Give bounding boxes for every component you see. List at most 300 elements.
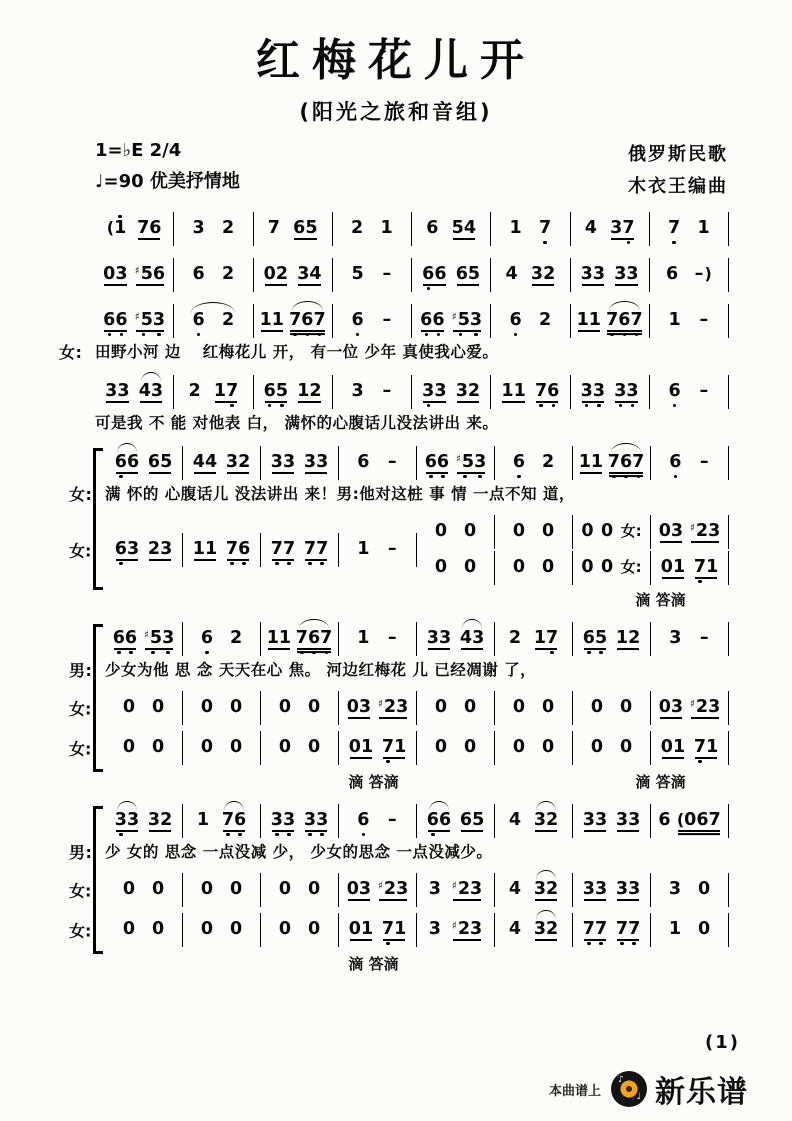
measure [183, 446, 261, 480]
note-digit: 3 [160, 539, 173, 559]
measure [651, 873, 729, 907]
octave-dot-below [127, 830, 139, 838]
note [628, 622, 640, 656]
octave-dot-below [632, 472, 644, 480]
note-digit: 3 [592, 381, 606, 401]
note-digit: 5 [594, 628, 608, 648]
octave-dot-below [589, 330, 601, 338]
note [616, 873, 628, 907]
note-digit: 1 [588, 310, 601, 330]
note [309, 375, 321, 409]
note-group [214, 375, 238, 409]
octave-dot-below [579, 472, 591, 480]
note-digit: 7 [693, 737, 707, 757]
octave-dot-below [468, 401, 480, 409]
octave-dot-below [127, 472, 139, 480]
measure [651, 731, 729, 765]
note-digit: 7 [693, 557, 707, 577]
note [546, 804, 558, 838]
note-digit: 0 [278, 737, 292, 757]
note-digit: 3 [225, 452, 239, 472]
note-digit: 3 [358, 697, 372, 717]
sharp-icon: ♯ [451, 311, 457, 323]
note [230, 691, 242, 725]
measure [495, 446, 573, 480]
octave-dot-below [434, 401, 446, 409]
note-group [297, 258, 321, 292]
note [694, 551, 706, 585]
octave-dot-below [103, 284, 115, 292]
note-digit: 3 [270, 452, 283, 472]
note-group [583, 622, 607, 656]
note-group [513, 551, 525, 585]
measure [174, 212, 253, 246]
note-group [381, 375, 392, 409]
note-digit: 0 [658, 521, 671, 541]
octave-dot-below [382, 757, 394, 765]
note-digit: 2 [543, 264, 556, 284]
note-group [535, 375, 559, 409]
note-group [614, 258, 638, 292]
octave-dot-below [709, 830, 721, 838]
note-group [699, 622, 710, 656]
octave-dot-below [420, 330, 432, 338]
note-digit: 6 [436, 452, 450, 472]
key-signature: 1=♭E 2/4 [95, 140, 182, 161]
note-digit: 1 [357, 628, 370, 648]
note-digit: 0 [151, 697, 165, 717]
voice-label: 女: [69, 485, 93, 504]
note-digit: 1 [114, 218, 127, 238]
octave-dot-below [283, 559, 295, 567]
octave-dot-below [671, 717, 683, 725]
note [316, 533, 328, 567]
note [435, 731, 447, 765]
note-digit: 1 [394, 919, 407, 939]
note-digit: 3 [114, 810, 127, 830]
note-digit: 0 [200, 697, 214, 717]
note-group [509, 873, 521, 907]
octave-dot-below [669, 648, 681, 656]
note [359, 691, 371, 725]
note-digit: 3 [282, 452, 296, 472]
note-digit: 3 [152, 310, 166, 330]
note [226, 375, 238, 409]
measure [261, 731, 339, 765]
note-group [531, 258, 555, 292]
meta-right [628, 140, 728, 198]
note [308, 731, 320, 765]
octave-dot-above [620, 446, 632, 453]
note-group [193, 304, 205, 338]
octave-dot-below [690, 541, 708, 549]
octave-dot-below [434, 284, 446, 292]
note-digit: 2 [309, 381, 322, 401]
note [387, 622, 398, 656]
note [279, 691, 291, 725]
voice-label: 女: [59, 343, 83, 362]
note [293, 212, 305, 246]
note [308, 622, 320, 656]
note-digit: 3 [470, 919, 483, 939]
measure [95, 304, 174, 338]
note [595, 804, 607, 838]
octave-dot-below [535, 401, 547, 409]
octave-dot-below [123, 899, 135, 907]
note-group [357, 804, 369, 838]
note [439, 804, 451, 838]
octave-dot-below [222, 284, 234, 292]
lyrics-text: 满 怀的 心腹话儿 没法讲出 来！男:他对这桩 事 情 一点不知 道， [105, 485, 575, 503]
octave-dot-below [543, 284, 555, 292]
measure [573, 731, 651, 765]
note [534, 873, 546, 907]
octave-dot-above [139, 375, 151, 382]
notes-part [69, 873, 729, 907]
note [264, 258, 276, 292]
octave-dot-below [472, 648, 484, 656]
note-digit: 0 [463, 557, 477, 577]
note-group [435, 691, 447, 725]
note [698, 375, 709, 409]
octave-dot-below [614, 401, 626, 409]
note [396, 873, 408, 907]
measure [339, 873, 417, 907]
note-group [387, 446, 398, 480]
notes-part [105, 622, 729, 656]
note-group [349, 913, 373, 947]
note [628, 873, 640, 907]
note-digit: 7 [270, 539, 283, 559]
note [514, 375, 526, 409]
note-digit: 1 [278, 628, 292, 648]
note-group [620, 731, 632, 765]
note-digit: – [382, 310, 392, 330]
octave-dot-below [698, 330, 709, 338]
note-digit: 5 [305, 218, 318, 238]
octave-dot-below [135, 330, 153, 338]
note [230, 731, 242, 765]
note-digit: 0 [151, 737, 165, 757]
note-digit: 6 [263, 381, 276, 401]
note [620, 731, 632, 765]
octave-dot-below [628, 899, 640, 907]
voice-label: 女: [69, 921, 92, 941]
note [316, 446, 328, 480]
measure [651, 691, 729, 725]
octave-dot-above [115, 804, 127, 811]
note [115, 446, 127, 480]
note-digit: 3 [472, 628, 485, 648]
note-digit: 0 [434, 697, 448, 717]
measure [573, 873, 651, 907]
octave-dot-below [620, 757, 632, 765]
note-group [226, 533, 250, 567]
octave-dot-below [460, 648, 472, 656]
note [152, 873, 164, 907]
note-digit: ♯2 [377, 697, 397, 717]
octave-dot-below [616, 830, 628, 838]
octave-dot-below [378, 899, 396, 907]
note [698, 873, 710, 907]
note [359, 873, 371, 907]
octave-dot-below [577, 330, 589, 338]
note-digit: 3 [530, 264, 544, 284]
note-digit: ♯5 [134, 264, 153, 284]
note [452, 873, 470, 907]
note-digit: 7 [226, 381, 239, 401]
octave-dot-below [297, 284, 309, 292]
note-digit: 6 [424, 452, 437, 472]
octave-dot-below [614, 284, 626, 292]
sharp-icon: ♯ [143, 629, 149, 641]
octave-dot-below [435, 717, 447, 725]
note-digit: 1 [357, 539, 370, 559]
sharp-icon: ♯ [377, 698, 383, 710]
note-digit: 6 [357, 452, 370, 472]
octave-dot-below [699, 648, 710, 656]
note [308, 913, 320, 947]
octave-dot-below [510, 238, 522, 246]
measure [491, 304, 570, 338]
note-group [351, 375, 363, 409]
note-digit: ♯5 [455, 452, 475, 472]
parenthesis: ( [676, 810, 685, 829]
octave-dot-below [160, 830, 172, 838]
note-group [222, 258, 234, 292]
octave-dot-below [464, 757, 476, 765]
octave-dot-below [230, 648, 242, 656]
note-digit: – [699, 310, 709, 330]
octave-dot-below [230, 939, 242, 947]
note [464, 551, 476, 585]
note [426, 212, 438, 246]
measure [339, 622, 417, 656]
note [470, 913, 482, 947]
note-group [304, 533, 328, 567]
note-digit: 1 [706, 557, 719, 577]
note-digit: 6 [114, 452, 127, 472]
note-group [230, 622, 242, 656]
octave-dot-below [534, 648, 546, 656]
octave-dot-below [308, 717, 320, 725]
note [610, 212, 622, 246]
note-group [501, 375, 525, 409]
note-group [542, 551, 554, 585]
note [589, 304, 601, 338]
octave-dot-below [357, 830, 369, 838]
note [279, 731, 291, 765]
note-group [579, 446, 603, 480]
note [394, 913, 406, 947]
note-group [264, 258, 288, 292]
octave-dot-below [620, 472, 632, 480]
note-digit: 1 [380, 218, 393, 238]
voice-label: 男: [69, 843, 93, 862]
note [659, 691, 671, 725]
octave-dot-below [464, 577, 476, 585]
octave-dot-below [429, 899, 441, 907]
note [510, 304, 522, 338]
note-digit: 7 [225, 539, 239, 559]
note [666, 258, 678, 292]
note [308, 873, 320, 907]
lyrics-text: 田野小河 边 红梅花儿 开， 有一位 少年 真使我心爱。 [95, 343, 499, 361]
octave-dot-below [308, 939, 320, 947]
note [238, 533, 250, 567]
octave-dot-below [381, 330, 392, 338]
note-digit: 0 [307, 697, 321, 717]
lyrics-text: 可是我 不 能 对他表 白， 满怀的心腹话儿没法讲出 来。 [95, 414, 499, 432]
note-digit: 7 [381, 737, 395, 757]
note [427, 804, 439, 838]
octave-dot-below [283, 472, 295, 480]
octave-dot-below [305, 238, 317, 246]
note [127, 804, 139, 838]
note-digit: 5 [451, 218, 464, 238]
note [616, 804, 628, 838]
note-digit: – [387, 539, 397, 559]
note [470, 873, 482, 907]
note [542, 551, 554, 585]
note [464, 691, 476, 725]
note-digit: 3 [396, 879, 409, 899]
note [381, 304, 392, 338]
note-digit: 2 [147, 539, 161, 559]
note [668, 304, 680, 338]
note-digit: 2 [508, 628, 521, 648]
note-digit: – [699, 628, 709, 648]
sharp-icon: ♯ [134, 311, 140, 323]
notes-part [95, 375, 729, 409]
octave-dot-below [347, 717, 359, 725]
measure [174, 375, 253, 409]
note [699, 446, 710, 480]
octave-dot-below [546, 939, 558, 947]
measure [105, 533, 183, 567]
note [349, 913, 361, 947]
note-digit: 1 [578, 452, 591, 472]
octave-dot-below [279, 717, 291, 725]
note [509, 913, 521, 947]
measure [571, 258, 650, 292]
note-group [509, 622, 521, 656]
octave-dot-below [238, 559, 250, 567]
note-group [279, 731, 291, 765]
octave-dot-below [470, 939, 482, 947]
note-digit: 1 [697, 218, 710, 238]
note-digit: 6 [114, 539, 127, 559]
note-group [427, 622, 451, 656]
note-group [279, 913, 291, 947]
note-digit: 0 [697, 919, 711, 939]
note-group [668, 304, 680, 338]
note-digit: 6 [582, 628, 595, 648]
octave-dot-below [452, 899, 470, 907]
note-digit: 6 [618, 310, 631, 330]
note-digit: 0 [541, 521, 555, 541]
note-group [606, 304, 643, 338]
octave-dot-below [595, 939, 607, 947]
note-digit: 3 [594, 810, 608, 830]
note-group [422, 375, 446, 409]
note [123, 691, 135, 725]
note [152, 691, 164, 725]
page-number: (1) [705, 1032, 740, 1053]
note-digit: 3 [117, 381, 130, 401]
stave-line [105, 804, 729, 838]
octave-dot-below [583, 648, 595, 656]
note [452, 212, 464, 246]
notes-part [95, 304, 729, 338]
note [542, 731, 554, 765]
sharp-icon: ♯ [134, 265, 140, 277]
note [626, 258, 638, 292]
octave-dot-below [162, 648, 174, 656]
note-digit: 1 [576, 310, 589, 330]
note [583, 804, 595, 838]
note-digit: 3 [126, 539, 140, 559]
note-group [267, 622, 291, 656]
note [103, 304, 115, 338]
octave-dot-below [608, 472, 620, 480]
note-digit: 1 [513, 381, 526, 401]
octave-dot-below [593, 401, 605, 409]
stave-line [95, 212, 729, 246]
note-digit: 0 [200, 879, 214, 899]
note-digit: – [387, 628, 397, 648]
note-group [435, 515, 447, 549]
note [583, 913, 595, 947]
note-digit: 7 [534, 381, 548, 401]
note [113, 622, 125, 656]
note [152, 913, 164, 947]
note [205, 446, 217, 480]
note-digit: 0 [697, 879, 711, 899]
note [583, 873, 595, 907]
note-digit: 3 [428, 919, 441, 939]
note [304, 446, 316, 480]
measure [573, 446, 651, 480]
octave-dot-below [464, 238, 476, 246]
note-digit: 7 [582, 919, 595, 939]
lyrics-line [69, 660, 729, 681]
meta-left [95, 140, 240, 198]
note-group [139, 375, 163, 409]
note-group [435, 731, 447, 765]
note-group [669, 913, 681, 947]
note [620, 446, 632, 480]
note-digit: 0 [619, 737, 633, 757]
octave-dot-below [693, 284, 704, 292]
note-group [581, 551, 593, 585]
note-group [382, 731, 406, 765]
note [260, 304, 272, 338]
lyrics-text: 少 女的 思念 一点没减 少， 少女的思念 一点没减少。 [105, 843, 493, 861]
measure [573, 691, 651, 725]
note-digit: 0 [229, 879, 243, 899]
note-group [308, 731, 320, 765]
note-group [542, 691, 554, 725]
octave-dot-below [205, 472, 217, 480]
octave-dot-below [309, 401, 321, 409]
measure [651, 804, 729, 838]
note-digit: 3 [533, 919, 546, 939]
note [614, 375, 626, 409]
note [267, 622, 279, 656]
note [361, 731, 373, 765]
octave-dot-below [151, 401, 163, 409]
